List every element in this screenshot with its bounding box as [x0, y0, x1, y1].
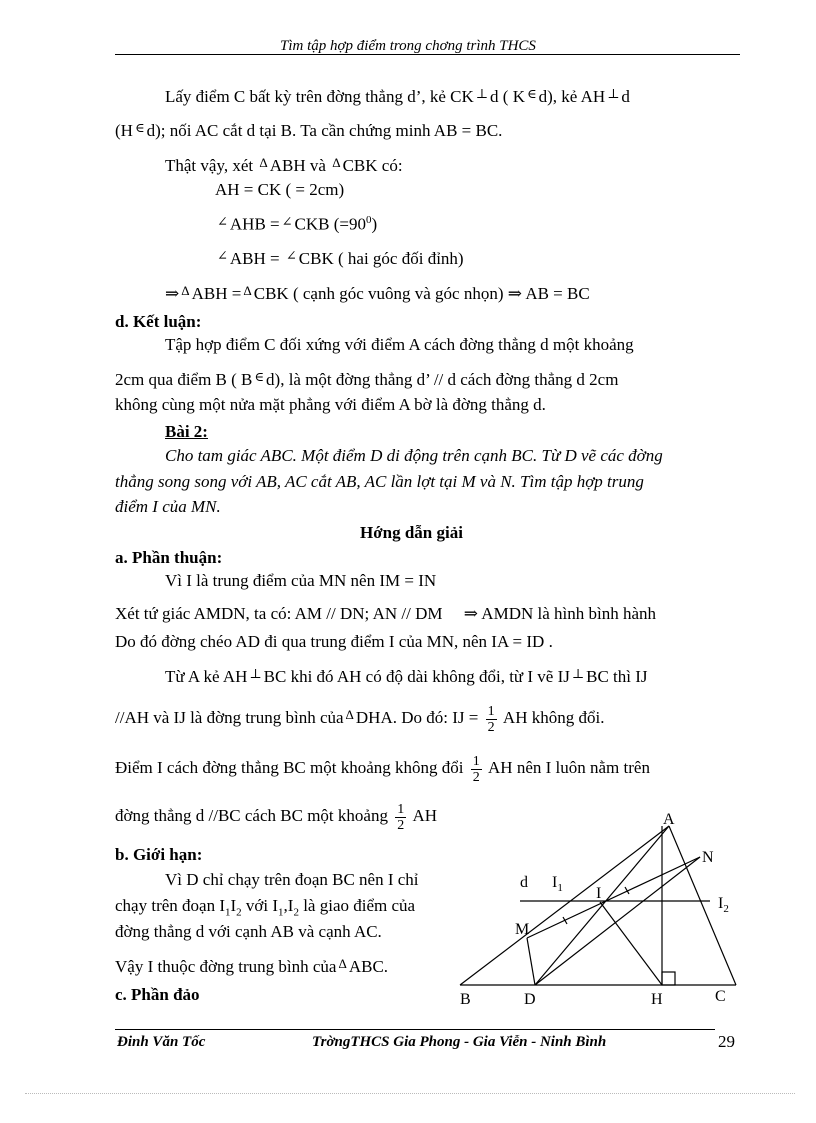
text-line: điểm I của MN.: [115, 497, 221, 516]
text-line: thẳng song song với AB, AC cắt AB, AC lần lợt tại M và N. Tìm tập hợp trung: [115, 472, 644, 491]
text-line: Thật vậy, xét $^\Delta$ ABH và $^\Delta$ CBK có:: [165, 155, 403, 175]
label-d: D: [524, 991, 536, 1008]
label-a: A: [663, 811, 675, 828]
segment-md: [527, 938, 535, 985]
equation-line: ∠ ABH = ∠ CBK ( hai góc đối đỉnh): [217, 248, 464, 268]
label-n: N: [702, 849, 714, 866]
solution-heading: Hớng dẫn giải: [360, 523, 463, 542]
text-line: chạy trên đoạn $I_1I_2$ với $I_1,I_2$ là giao điểm của: [115, 896, 416, 919]
section-heading: b. Giới hạn:: [115, 845, 203, 864]
text-line: Lấy điểm C bất kỳ trên đờng thẳng d’, kẻ CK ⊥ d ( K ∈ d), kẻ AH ⊥ d: [165, 86, 630, 106]
label-i1: $I_1$: [552, 874, 563, 894]
label-b: B: [460, 991, 471, 1008]
section-heading: a. Phần thuận:: [115, 548, 223, 567]
exercise-title: Bài 2:: [165, 422, 208, 441]
page-number: 29: [718, 1032, 735, 1051]
label-h: H: [651, 991, 663, 1008]
label-d-line: d: [520, 874, 528, 891]
text-line: Từ A kẻ AH ⊥ BC khi đó AH có độ dài không đổi, từ I vẽ IJ ⊥ BC thì IJ: [165, 666, 648, 686]
page-header: Tìm tập hợp điểm trong chơng trình THCS: [280, 38, 536, 54]
label-i2: $I_2$: [718, 895, 729, 915]
fraction: $\frac{1}{2}$: [472, 753, 480, 785]
equation-line: ∠ AHB = ∠ CKB $(=90^0)$: [217, 213, 378, 234]
text-line: đờng thẳng d với cạnh AB và cạnh AC.: [115, 922, 382, 941]
text-line: (H ∈ d); nối AC cắt d tại B. Ta cần chứng minh AB = BC.: [115, 120, 503, 140]
fraction: $\frac{1}{2}$: [487, 703, 495, 735]
section-heading: c. Phần đảo: [115, 985, 200, 1004]
footer-school: TrờngTHCS Gia Phong - Gia Viễn - Ninh Bình: [312, 1034, 607, 1050]
tick-mark: [625, 887, 629, 894]
text-line: Do đó đờng chéo AD đi qua trung điểm I của MN, nên IA = ID .: [115, 632, 553, 651]
label-i: I: [596, 885, 602, 902]
tick-mark: [563, 917, 567, 924]
text-line: không cùng một nửa mặt phẳng với điểm A bờ là đờng thẳng d.: [115, 395, 546, 414]
text-line: //AH và IJ là đờng trung bình của $^\Delta$ DHA. Do đó: IJ = $\frac{1}{2}$ AH không đổi.: [115, 703, 605, 735]
header-rule: [115, 54, 740, 55]
footer-author: Đinh Văn Tốc: [117, 1034, 206, 1050]
side-ab: [460, 826, 669, 985]
side-ac: [669, 826, 736, 985]
text-line: 2cm qua điểm B ( B ∈ d), là một đờng thẳng d’ // d cách đờng thẳng d 2cm: [115, 369, 619, 389]
segment-mn: [527, 857, 700, 938]
text-line: đờng thẳng d //BC cách BC một khoảng $\frac{1}{2}$ AH: [115, 801, 438, 833]
fraction: $\frac{1}{2}$: [397, 801, 405, 833]
label-c: C: [715, 988, 726, 1005]
footer-rule: [115, 1029, 715, 1030]
section-heading: d. Kết luận:: [115, 312, 202, 331]
equation-line: AH = CK ( = 2cm): [215, 180, 345, 199]
text-line: Xét tứ giác AMDN, ta có: AM // DN; AN // DM ⇒ AMDN là hình bình hành: [115, 604, 657, 623]
text-line: Vậy I thuộc đờng trung bình của $^\Delta$ ABC.: [115, 956, 389, 976]
label-m: M: [515, 921, 530, 938]
text-line: Vì D chỉ chạy trên đoạn BC nên I chỉ: [165, 870, 419, 889]
page-edge-dots: [25, 1093, 795, 1094]
text-line: Vì I là trung điểm của MN nên IM = IN: [165, 571, 437, 590]
segment-ij: [600, 902, 662, 985]
text-line: Tập hợp điểm C đối xứng với điểm A cách đờng thẳng d một khoảng: [165, 335, 634, 354]
segment-dn: [535, 857, 700, 985]
text-line: Điểm I cách đờng thẳng BC một khoảng không đổi $\frac{1}{2}$ AH nên I luôn nằm trên: [115, 753, 650, 785]
right-angle-mark: [662, 972, 675, 985]
text-line: Cho tam giác ABC. Một điểm D di động trên cạnh BC. Từ D vẽ các đờng: [165, 446, 663, 465]
conclusion-line: ⇒ $^\Delta$ ABH = $^\Delta$ CBK ( cạnh góc vuông và góc nhọn) ⇒ AB = BC: [165, 283, 590, 303]
segment-ad: [535, 826, 669, 985]
